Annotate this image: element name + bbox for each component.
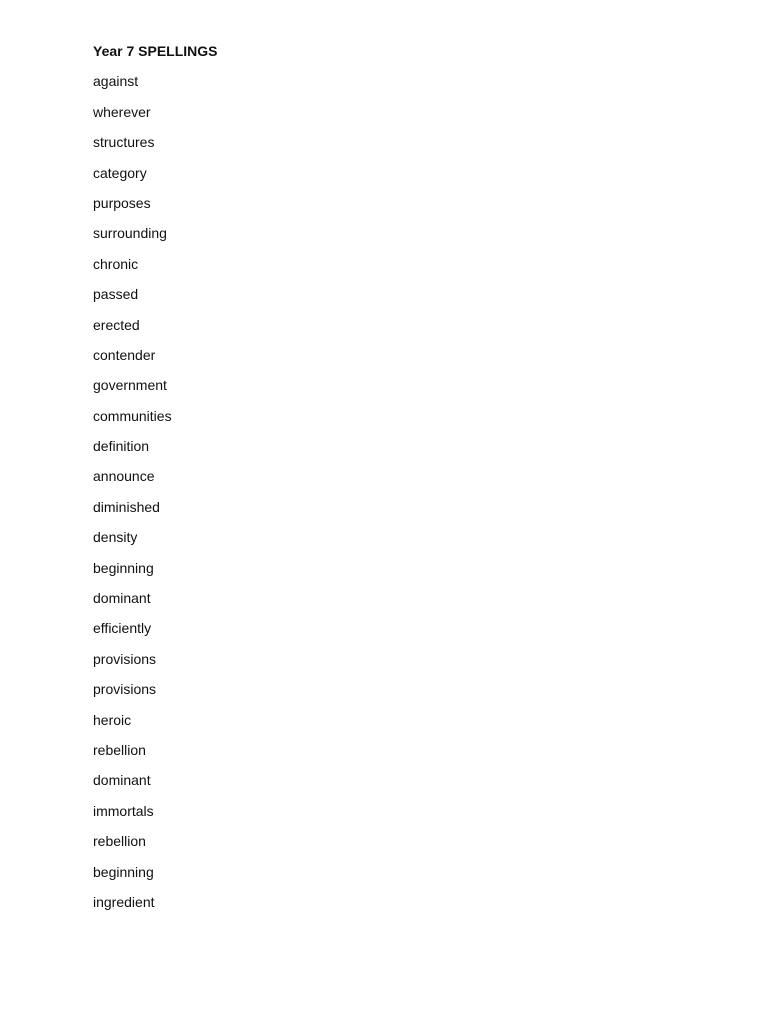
spelling-word: announce <box>93 468 155 485</box>
spelling-word: surrounding <box>93 225 167 242</box>
spelling-word: category <box>93 164 147 181</box>
spelling-word: heroic <box>93 711 132 728</box>
spelling-word: chronic <box>93 255 139 272</box>
spelling-word: immortals <box>93 802 154 819</box>
spelling-word: government <box>93 377 167 394</box>
spelling-word: structures <box>93 134 155 151</box>
spelling-word: contender <box>93 346 156 363</box>
spelling-word: communities <box>93 407 172 424</box>
spelling-word: efficiently <box>93 620 152 637</box>
document-content <box>93 41 218 922</box>
spelling-word: dominant <box>93 772 151 789</box>
spelling-word: definition <box>93 438 150 455</box>
spelling-word: diminished <box>93 498 160 515</box>
spelling-word: purposes <box>93 194 151 211</box>
spelling-word: ingredient <box>93 893 155 910</box>
spelling-word: wherever <box>93 103 151 120</box>
spelling-word: rebellion <box>93 741 146 758</box>
spelling-word-list <box>93 71 218 912</box>
spelling-word: beginning <box>93 559 154 576</box>
spelling-word: dominant <box>93 590 151 607</box>
spelling-word: provisions <box>93 681 157 698</box>
spelling-word: provisions <box>93 650 157 667</box>
spelling-word: rebellion <box>93 833 146 850</box>
spelling-word: passed <box>93 286 139 303</box>
spelling-word: against <box>93 73 139 90</box>
spelling-word: erected <box>93 316 140 333</box>
spelling-word: density <box>93 529 138 546</box>
page-title: Year 7 SPELLINGS <box>93 43 218 59</box>
spelling-word: beginning <box>93 863 154 880</box>
